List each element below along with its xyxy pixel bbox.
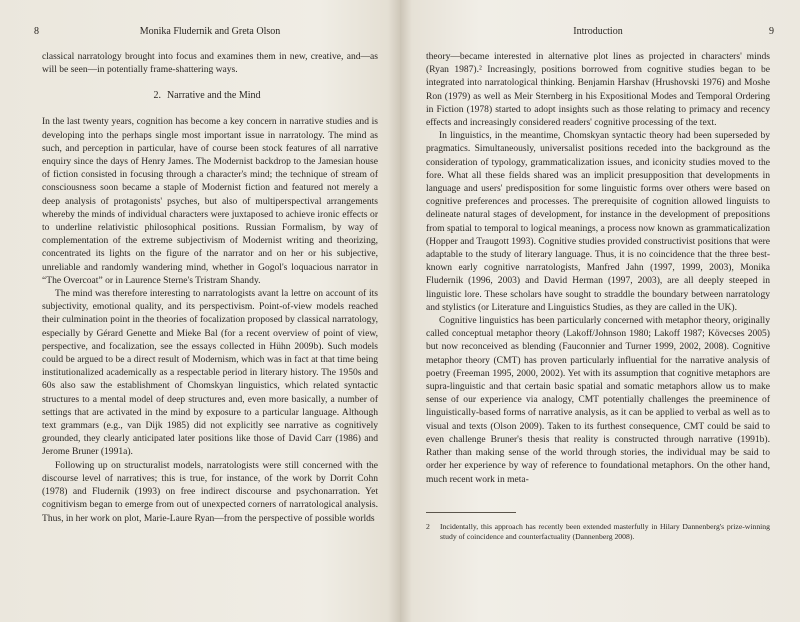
paragraph: theory—became interested in alternative plot lines as projected in characters' minds (Ryan 1987).² Increasingly, positions borrowed from cognitive studies began to be integrated into narratological thinking. Benjamin Harshav (Hrushovski 1976) and Moshe Ron (1979) as well as Meir Sternberg in his Expositional Modes and Temporal Ordering in Fiction (1978) started to adopt insights such as those relating to primacy and recency effects and increasingly considered readers' cognitive processing of the text. (426, 51, 770, 129)
paragraph: In linguistics, in the meantime, Chomskyan syntactic theory had been superseded by pragmatics. Simultaneously, universalist positions receded into the background as the consideration of typology, grammaticalization issues, and iconicity studies moved to the fore. What all these fields shared was an implicit presupposition that developments in language and users' predisposition for some linguistic forms over others were based on cognitive preferences and processes. The prerequisite of cognition allowed linguists to delineate natural stages of development, for instance in the development of prepositions from spatial to temporal to logical meanings, a process now known as grammaticalization (Hopper and Traugott 1993). Cognitive studies provided constructivist positions that were adaptable to the study of literary language. Thus, it is no coincidence that the three best-known early cognitive narratologists, Manfred Jahn (1997, 1999, 2003), Monika Fludernik (1996, 2003) and David Herman (1997, 2003), are all deeply steeped in linguistic lore. These scholars have sought to straddle the boundary between narratology and stylistics (or Literature and Linguistics Studies, as they are called in the UK). (426, 130, 770, 313)
paragraph: classical narratology brought into focus and examines them in new, creative, and—as will be seen—in potentially frame-shattering ways. (42, 51, 378, 76)
paragraph: Following up on structuralist models, narratologists were still concerned with the discourse level of narratives; this is true, for instance, of the work by Dorrit Cohn (1978) and Fludernik (1993) on free indirect discourse and psychonarration. Yet cognitivism began to emerge from out of unexpected corners of narratological analysis. Thus, in her work on plot, Marie-Laure Ryan—from the perspective of possible worlds (42, 459, 378, 524)
running-head-authors: Monika Fludernik and Greta Olson (139, 26, 281, 37)
footnote (426, 522, 770, 542)
paragraph: The mind was therefore interesting to narratologists avant la lettre on account of its subjectivity, emotional quality, and its perspectivism. Point-of-view models reached their culmination point in the theories of focalization proposed by classical narratology, especially by Gérard Genette and Mieke Bal (for a recent overview of point of view, perspective, and focalization, see the essays collected in Hühn 2009b). Such models could be argued to be a direct result of Modernism, which was in fact at that time being institutionalized academically as a respectable period in literary history. The 1950s and 60s also saw the establishment of Chomskyan linguistics, which related syntactic structures to a mental model of deep structures and, even more basically, a number of settings that are activated in the mind by exposure to a particular language. Although text grammars (e.g., van Dijk 1985) did not explicitly see narrative as cognitively grounded, they clearly anticipated later positions like those of David Carr (1986) and Jerome Bruner (1991a). (42, 288, 378, 458)
section-title: Narrative and the Mind (166, 90, 261, 102)
footnote-text: Incidentally, this approach has recently been extended masterfully in Hilary Dannenberg's prize-winning study of coincidence and counterfactuality (Dannenberg 2008). (440, 521, 770, 541)
paragraph: In the last twenty years, cognition has become a key concern in narrative studies and is developing into the perhaps single most important issue in narratology. The mind as such, and perception in particular, have of course been stock features of all narrative enquiry since the days of Henry James. The Modernist backdrop to the Jamesian house of fiction consisted in focusing through a character's mind; the technique of stream of consciousness soon became a staple of Modernist fiction and featured not merely a deep analysis of protagonists' psyches, but also of multiperspectival arrangements whereby the minds of individual characters were juxtaposed to achieve ironic effects or to underline relativistic philosophical positions. Russian Formalism, by way of complementation of the extreme subjectivism of Modernist writing and theorizing, concentrated its lights on the figure of the narrator and on her or his subjective, unreliable and randomly wandering mind, whether in Gogol's loquacious narrator in “The Overcoat” or in Laurence Sterne's Tristram Shandy. (42, 116, 378, 286)
left-running-head (34, 26, 378, 40)
section-number: 2. (153, 90, 161, 102)
section-heading (42, 89, 378, 102)
footnote-rule (426, 512, 516, 513)
footnote-number: 2 (426, 521, 430, 531)
page-number: 8 (34, 26, 39, 37)
paragraph: Cognitive linguistics has been particularly concerned with metaphor theory, originally called conceptual metaphor theory (Lakoff/Johnson 1980; Lakoff 1987; Kövecses 2005) but now reconceived as blending (Fauconnier and Turner 1999, 2002, 2008). Cognitive metaphor theory (CMT) has proven particularly influential for the narrative analysis of poetry (Freeman 1995, 2000, 2002). Yet with its assumption that cognitive metaphors are supra-linguistic and that certain basic spatial and somatic metaphors allow us to make sense of our experience via analogy, CMT potentially challenges the preeminence of linguistically-based forms of narrative analysis, as it can be applied to verbal as well as to visual and texts (Olson 2009). Taken to its furthest consequence, CMT could be said to even challenge Bruner's thesis that reality is constructed through narrative (1991b). Rather than making sense of the world through stories, the individual may be said to order her experience by way of reference to foundational metaphors. On the other hand, much recent work in meta- (426, 315, 770, 485)
page-number: 9 (769, 26, 774, 37)
running-head-title: Introduction (573, 26, 623, 37)
right-running-head (426, 26, 774, 40)
right-page (400, 0, 800, 622)
